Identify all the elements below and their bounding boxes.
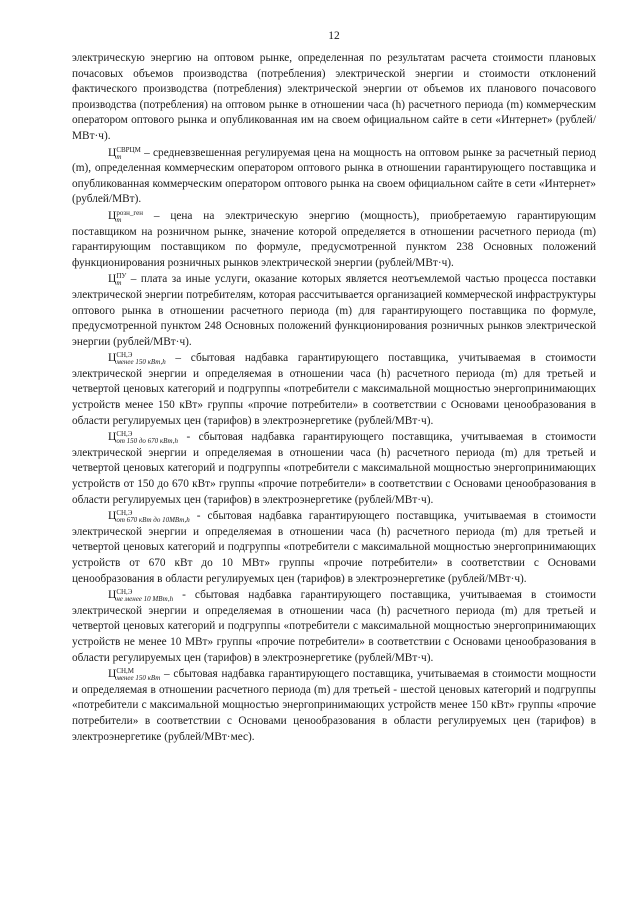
definition-paragraph xyxy=(72,351,596,429)
symbol-subscript: менее 150 кВт,h xyxy=(116,358,166,367)
symbol-superscript: СН,Э xyxy=(116,351,133,360)
definition-paragraph xyxy=(72,588,596,666)
symbol-base: Ц xyxy=(108,146,117,159)
symbol-base: Ц xyxy=(108,352,117,365)
symbol-scripts xyxy=(116,668,160,682)
symbol-base: Ц xyxy=(108,589,117,602)
symbol-base: Ц xyxy=(108,510,117,523)
symbol-subscript: m xyxy=(116,215,122,224)
symbol-scripts xyxy=(116,510,189,524)
symbol-subscript: менее 150 кВт xyxy=(116,674,161,683)
symbol-superscript: СН,М xyxy=(116,667,135,676)
price-symbol xyxy=(108,431,178,445)
symbol-scripts xyxy=(116,431,178,445)
definition-paragraph xyxy=(72,146,596,208)
definition-paragraph xyxy=(72,667,596,745)
symbol-subscript: m xyxy=(116,279,122,288)
definition-text: – плата за иные услуги, оказание которых является неотъемлемой частью процесса поставки электрической энергии потребителям, которая рассчитывается организацией коммерческой инфраструктуры оптового рынка в отношении расчетного периода (m) для гарантирующего поставщика по формуле, предусмотренной пунктом 248 Основных положений функционирования розничных рынков электрической энергии (рублей/МВт·ч). xyxy=(72,273,596,348)
symbol-superscript: ПУ xyxy=(116,272,127,281)
definitions-list xyxy=(72,146,596,746)
symbol-base: Ц xyxy=(108,273,117,286)
price-symbol xyxy=(108,589,173,603)
definition-text: – средневзвешенная регулируемая цена на мощность на оптовом рынке за расчетный период (m), определенная коммерческим оператором оптового рынка в отношении гарантирующего поставщика и опубликованная коммерческим оператором оптового рынка на своем официальном сайте в сети «Интернет» (рублей/МВт). xyxy=(72,146,596,206)
definition-paragraph xyxy=(72,430,596,508)
definition-text: - сбытовая надбавка гарантирующего поставщика, учитываемая в стоимости электрической энергии и определяемая в отношении часа (h) расчетного периода (m) для третьей и четвертой ценовых категорий и подгруппы «потребители с максимальной мощностью энергопринимающих устройств от 150 до 670 кВт» группы «прочие потребители» в соответствии с Основами ценообразования в области регулируемых цен (тарифов) в электроэнергетике (рублей/МВт·ч). xyxy=(72,431,596,506)
symbol-scripts xyxy=(116,147,141,161)
symbol-superscript: СН,Э xyxy=(116,430,133,439)
symbol-scripts xyxy=(116,210,143,224)
price-symbol xyxy=(108,273,126,287)
definition-text: - сбытовая надбавка гарантирующего поставщика, учитываемая в стоимости электрической энергии и определяемая в отношении часа (h) расчетного периода (m) для третьей и четвертой ценовых категорий и подгруппы «потребители с максимальной мощностью энергопринимающих устройств не менее 10 МВт» группы «прочие потребители» в соответствии с Основами ценообразования в области регулируемых цен (тарифов) в электроэнергетике (рублей/МВт·ч). xyxy=(72,589,596,664)
price-symbol xyxy=(108,147,141,161)
intro-paragraph: электрическую энергию на оптовом рынке, определенная по результатам расчета стоимости плановых почасовых объемов производства (потребления) электрической энергии и стоимости отклонений фактического производства (потребления) электрической энергии от объемов их планового почасового производства (потребления) на оптовом рынке в отношении часа (h) расчетного периода (m) коммерческим оператором оптового рынка и опубликованная им на своем официальном сайте в сети «Интернет» (рублей/МВт·ч). xyxy=(72,52,596,142)
symbol-subscript: m xyxy=(116,152,122,161)
symbol-scripts xyxy=(116,589,173,603)
price-symbol xyxy=(108,668,160,682)
symbol-base: Ц xyxy=(108,209,117,222)
definition-paragraph xyxy=(72,509,596,587)
symbol-base: Ц xyxy=(108,668,117,681)
definition-text: – цена на электрическую энергию (мощность), приобретаемую гарантирующим поставщиком на розничном рынке, значение которой определяется в отношении расчетного периода (m) гарантирующим поставщиком по формуле, предусмотренной пунктом 238 Основных положений функционирования розничных рынков электрической энергии (рублей/МВт·ч). xyxy=(72,209,596,269)
symbol-superscript: СН,Э xyxy=(116,509,133,518)
symbol-superscript: СН,Э xyxy=(116,588,133,597)
price-symbol xyxy=(108,352,166,366)
symbol-scripts xyxy=(116,352,165,366)
symbol-superscript: СВРЦМ xyxy=(116,145,141,154)
definition-text: - сбытовая надбавка гарантирующего поставщика, учитываемая в стоимости электрической энергии и определяемая в отношении часа (h) расчетного периода (m) для третьей и четвертой ценовых категорий и подгруппы «потребители с максимальной мощностью энергопринимающих устройств от 670 кВт до 10 МВт» группы «прочие потребители» в соответствии с Основами ценообразования в области регулируемых цен (тарифов) в электроэнергетике (рублей/МВт·ч). xyxy=(72,510,596,585)
price-symbol xyxy=(108,210,143,224)
symbol-subscript: от 150 до 670 кВт,h xyxy=(116,437,179,446)
symbol-superscript: розн_ген xyxy=(116,208,143,217)
definition-text: – сбытовая надбавка гарантирующего поставщика, учитываемая в стоимости электрической энергии и определяемая в отношении часа (h) расчетного периода (m) для третьей и четвертой ценовых категорий и подгруппы «потребители с максимальной мощностью энергопринимающих устройств менее 150 кВт» группы «прочие потребители» в соответствии с Основами ценообразования в области регулируемых цен (тарифов) в электроэнергетике (рублей/МВт·ч). xyxy=(72,352,596,427)
definition-paragraph xyxy=(72,209,596,271)
definition-text: – сбытовая надбавка гарантирующего поставщика, учитываемая в стоимости мощности и определяемая в отношении расчетного периода (m) для третьей - шестой ценовых категорий и подгруппы «потребители с максимальной мощностью энергопринимающих устройств менее 150 кВт» группы «прочие потребители» в соответствии с Основами ценообразования в области регулируемых цен (тарифов) в электроэнергетике (рублей/МВт·мес). xyxy=(72,668,596,743)
symbol-subscript: от 670 кВт до 10МВт,h xyxy=(116,516,190,525)
symbol-base: Ц xyxy=(108,431,117,444)
page-number: 12 xyxy=(328,30,340,42)
definition-paragraph xyxy=(72,272,596,350)
symbol-subscript: не менее 10 МВт,h xyxy=(116,595,174,604)
symbol-scripts xyxy=(116,273,126,287)
price-symbol xyxy=(108,510,190,524)
